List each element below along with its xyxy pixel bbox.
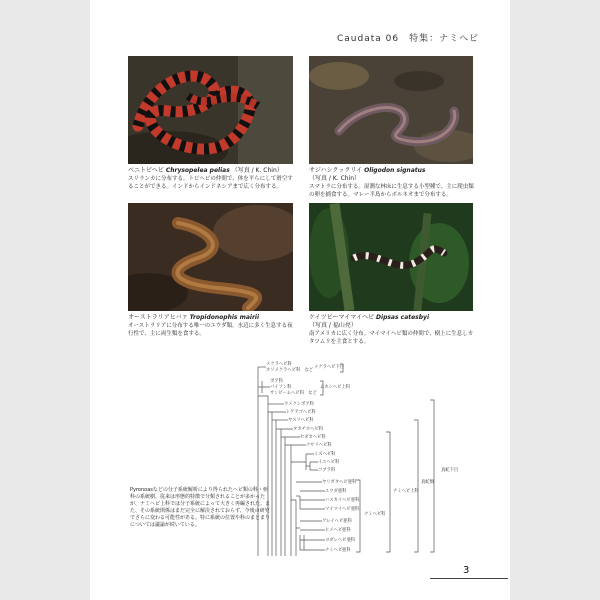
tree-label: サンビームヘビ科 など <box>270 390 317 396</box>
tree-description: Pyronoasなどの分子系統解析により得られたヘビ類の科・亜科の系統樹。従来は形態的特徴で分類されることが多かったが、ナミヘビ上科では分子系統によって大きく再編された。また、その系統関係はまだ完全に解決されておらず、今後の研究でさらに変わる可能性がある。特に系統の位置や科のまとまりについては議論が続いている。 <box>130 487 271 528</box>
snake-illustration <box>128 203 293 311</box>
photo-chrysopelea-pelias <box>128 56 293 164</box>
snake-illustration <box>128 56 293 164</box>
tree-label: ナミヘビ上科 <box>393 488 419 494</box>
caption-text: スリランカに分布する。トビヘビの仲間で、体を平らにして滑空することができる。インドからインドネシアまで広く分布する。 <box>128 176 293 190</box>
latin-name: Chrysopelea pelias <box>165 167 230 174</box>
tree-label: メクラヘビ科 <box>266 361 292 367</box>
photo-dipsas-catesbyi <box>309 203 473 311</box>
latin-name: Oligodon signatus <box>364 167 426 174</box>
latin-name: Tropidonophis mairii <box>189 314 260 321</box>
tree-label: ヒメヘビ亜科 <box>325 527 351 533</box>
tree-label: ヤスリヘビ科 <box>288 417 314 423</box>
photo-credit: （写真 / K. Chin） <box>309 175 361 182</box>
tree-label: ナミヘビ科 <box>364 511 386 517</box>
snake-illustration <box>309 56 473 164</box>
tree-label: セダカヘビ科 <box>300 434 326 440</box>
tree-label: ヨダレヘビ亜科 <box>325 537 356 543</box>
page-number: 3 <box>463 565 470 576</box>
page-number-rule <box>430 578 508 579</box>
tree-label: ミズヘビ科 <box>314 451 336 457</box>
tree-label: ムカシヘビ上科 <box>320 384 351 390</box>
tree-label: パイソン科 <box>270 384 292 390</box>
tree-label: ウメクシボア科 <box>284 401 314 407</box>
tree-label: 真蛇下目 <box>441 467 459 473</box>
photo-tropidonophis-mairii <box>128 203 293 311</box>
tree-label: ナミヘビ亜科 <box>325 547 351 553</box>
photo-credit: （写真 / K. Chin） <box>231 167 283 174</box>
photo-credit: （写真 / 福山亮） <box>309 322 357 329</box>
tree-label: マイマイヘビ亜科 <box>325 506 360 512</box>
caption-3 <box>128 314 296 338</box>
tree-label: メクラヘビ下目 <box>314 364 345 370</box>
tree-label: ハスカイヘビ亜科 <box>325 497 360 503</box>
common-name: ケイツビーマイマイヘビ <box>309 314 375 321</box>
tree-label: コブラ科 <box>318 467 336 473</box>
latin-name: Dipsas catesbyi <box>376 314 430 321</box>
tree-label: 真蛇類 <box>421 479 434 485</box>
tree-label: グレイヘビ亜科 <box>322 518 352 524</box>
common-name: ベニトビヘビ <box>128 167 164 174</box>
tree-label: ユウダ亜科 <box>325 488 347 494</box>
tree-label: イエヘビ科 <box>318 459 340 465</box>
page-header: Caudata 06 特集：ナミヘビ <box>337 34 480 44</box>
caption-4 <box>309 314 477 346</box>
snake-illustration <box>309 203 473 311</box>
caption-text: オーストラリアに分布する唯一のユウダ類。水辺に多く生息する夜行性で、主に両生類を食する。 <box>128 323 293 337</box>
tree-label: ホソメクラヘビ科 など <box>266 367 314 373</box>
tree-label: タカチホヘビ科 <box>293 426 324 432</box>
tree-label: ボア科 <box>270 378 283 384</box>
tree-label: ヤリガタヘビ亜科 <box>322 479 357 485</box>
caption-2 <box>309 167 477 199</box>
photo-oligodon-signatus <box>309 56 473 164</box>
common-name: サジハシクックリイ <box>309 167 363 174</box>
caption-1 <box>128 167 296 191</box>
tree-label: トゲアゴヘビ科 <box>286 409 316 415</box>
caption-text: 南アメリカに広く分布。マイマイヘビ類の仲間で、樹上に生息しカタツムリを主食とする。 <box>309 331 474 345</box>
tree-label: クサリヘビ科 <box>306 442 332 448</box>
caption-text: スマトラに分布する。湿潤な林床に生息する小型種で、主に爬虫類の卵を捕食する。マレー半島からボルネオまで分布する。 <box>309 184 474 198</box>
common-name: オーストラリアヒバァ <box>128 314 188 321</box>
